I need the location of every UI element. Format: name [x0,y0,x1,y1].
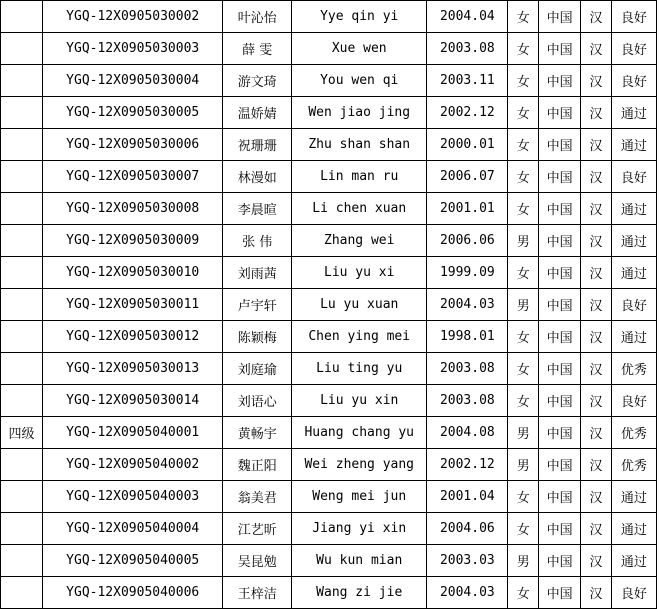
birth-date-cell: 2004.08 [427,417,508,449]
gender-cell: 女 [508,161,539,193]
level-cell [1,1,43,33]
level-cell [1,129,43,161]
pinyin-name-cell: You wen qi [292,65,427,97]
grade-result-cell: 通过 [611,321,656,353]
birth-date-cell: 2002.12 [427,97,508,129]
ethnicity-cell: 汉 [581,193,612,225]
student-id-cell: YGQ-12X0905030009 [43,225,223,257]
ethnicity-cell: 汉 [581,1,612,33]
pinyin-name-cell: Zhu shan shan [292,129,427,161]
table-row [1,1,657,33]
ethnicity-cell: 汉 [581,449,612,481]
pinyin-name-cell: Chen ying mei [292,321,427,353]
ethnicity-cell: 汉 [581,33,612,65]
pinyin-name-cell: Li chen xuan [292,193,427,225]
grade-result-cell: 通过 [611,513,656,545]
student-id-cell: YGQ-12X0905030004 [43,65,223,97]
pinyin-name-cell: Xue wen [292,33,427,65]
birth-date-cell: 2004.04 [427,1,508,33]
student-name-cell: 祝珊珊 [223,129,292,161]
table-row [1,193,657,225]
nationality-cell: 中国 [539,449,581,481]
student-name-cell: 卢宇轩 [223,289,292,321]
level-cell [1,513,43,545]
grade-result-cell: 良好 [611,385,656,417]
ethnicity-cell: 汉 [581,97,612,129]
level-cell [1,97,43,129]
student-id-cell: YGQ-12X0905030006 [43,129,223,161]
pinyin-name-cell: Jiang yi xin [292,513,427,545]
student-id-cell: YGQ-12X0905030008 [43,193,223,225]
nationality-cell: 中国 [539,225,581,257]
student-id-cell: YGQ-12X0905030014 [43,385,223,417]
student-id-cell: YGQ-12X0905040004 [43,513,223,545]
nationality-cell: 中国 [539,33,581,65]
student-id-cell: YGQ-12X0905030011 [43,289,223,321]
nationality-cell: 中国 [539,161,581,193]
student-name-cell: 翁美君 [223,481,292,513]
pinyin-name-cell: Wen jiao jing [292,97,427,129]
table-row [1,449,657,481]
grade-result-cell: 优秀 [611,353,656,385]
ethnicity-cell: 汉 [581,321,612,353]
ethnicity-cell: 汉 [581,513,612,545]
table-row [1,97,657,129]
birth-date-cell: 1998.01 [427,321,508,353]
table-row [1,33,657,65]
pinyin-name-cell: Weng mei jun [292,481,427,513]
student-id-cell: YGQ-12X0905040001 [43,417,223,449]
nationality-cell: 中国 [539,129,581,161]
student-id-cell: YGQ-12X0905030013 [43,353,223,385]
birth-date-cell: 2006.06 [427,225,508,257]
student-name-cell: 王梓洁 [223,577,292,609]
student-name-cell: 江艺昕 [223,513,292,545]
ethnicity-cell: 汉 [581,545,612,577]
pinyin-name-cell: Zhang wei [292,225,427,257]
gender-cell: 男 [508,545,539,577]
level-cell [1,577,43,609]
pinyin-name-cell: Wu kun mian [292,545,427,577]
pinyin-name-cell: Wei zheng yang [292,449,427,481]
student-name-cell: 吴昆勉 [223,545,292,577]
birth-date-cell: 2004.06 [427,513,508,545]
gender-cell: 女 [508,481,539,513]
birth-date-cell: 2006.07 [427,161,508,193]
table-row [1,65,657,97]
grade-result-cell: 良好 [611,289,656,321]
nationality-cell: 中国 [539,545,581,577]
gender-cell: 女 [508,33,539,65]
gender-cell: 女 [508,193,539,225]
grade-result-cell: 优秀 [611,449,656,481]
grade-result-cell: 良好 [611,1,656,33]
table-row [1,385,657,417]
nationality-cell: 中国 [539,193,581,225]
grade-result-cell: 通过 [611,545,656,577]
birth-date-cell: 2003.08 [427,385,508,417]
grade-result-cell: 通过 [611,97,656,129]
level-cell [1,321,43,353]
level-cell [1,481,43,513]
student-name-cell: 叶沁怡 [223,1,292,33]
pinyin-name-cell: Liu ting yu [292,353,427,385]
ethnicity-cell: 汉 [581,417,612,449]
table-row [1,161,657,193]
ethnicity-cell: 汉 [581,481,612,513]
gender-cell: 女 [508,321,539,353]
student-id-cell: YGQ-12X0905040003 [43,481,223,513]
student-name-cell: 林漫如 [223,161,292,193]
pinyin-name-cell: Liu yu xin [292,385,427,417]
ethnicity-cell: 汉 [581,129,612,161]
gender-cell: 女 [508,129,539,161]
ethnicity-cell: 汉 [581,289,612,321]
student-id-cell: YGQ-12X0905030005 [43,97,223,129]
grade-result-cell: 通过 [611,225,656,257]
table-row [1,545,657,577]
grade-result-cell: 通过 [611,193,656,225]
student-name-cell: 李晨暄 [223,193,292,225]
birth-date-cell: 2003.11 [427,65,508,97]
table-row [1,353,657,385]
grade-result-cell: 良好 [611,65,656,97]
birth-date-cell: 2004.03 [427,289,508,321]
nationality-cell: 中国 [539,1,581,33]
student-id-cell: YGQ-12X0905030012 [43,321,223,353]
birth-date-cell: 2004.03 [427,577,508,609]
grade-result-cell: 通过 [611,129,656,161]
student-id-cell: YGQ-12X0905040005 [43,545,223,577]
table-row [1,257,657,289]
birth-date-cell: 2003.08 [427,33,508,65]
level-cell [1,353,43,385]
nationality-cell: 中国 [539,385,581,417]
student-id-cell: YGQ-12X0905030003 [43,33,223,65]
student-name-cell: 温娇婧 [223,97,292,129]
table-row [1,321,657,353]
pinyin-name-cell: Lin man ru [292,161,427,193]
student-name-cell: 薛 雯 [223,33,292,65]
birth-date-cell: 2000.01 [427,129,508,161]
level-cell [1,161,43,193]
table-row [1,417,657,449]
pinyin-name-cell: Yye qin yi [292,1,427,33]
level-cell [1,289,43,321]
grade-result-cell: 良好 [611,161,656,193]
table-row [1,513,657,545]
level-cell [1,257,43,289]
grade-result-cell: 良好 [611,577,656,609]
student-name-cell: 陈颖梅 [223,321,292,353]
gender-cell: 女 [508,513,539,545]
table-row [1,129,657,161]
student-name-cell: 刘雨茜 [223,257,292,289]
birth-date-cell: 2003.03 [427,545,508,577]
birth-date-cell: 2001.04 [427,481,508,513]
nationality-cell: 中国 [539,481,581,513]
grade-result-cell: 通过 [611,257,656,289]
nationality-cell: 中国 [539,289,581,321]
grade-result-cell: 良好 [611,33,656,65]
gender-cell: 男 [508,417,539,449]
nationality-cell: 中国 [539,257,581,289]
gender-cell: 女 [508,385,539,417]
level-cell [1,385,43,417]
nationality-cell: 中国 [539,97,581,129]
level-cell [1,193,43,225]
gender-cell: 女 [508,257,539,289]
nationality-cell: 中国 [539,65,581,97]
ethnicity-cell: 汉 [581,385,612,417]
level-cell [1,449,43,481]
birth-date-cell: 1999.09 [427,257,508,289]
level-cell: 四级 [1,417,43,449]
pinyin-name-cell: Liu yu xi [292,257,427,289]
student-name-cell: 魏正阳 [223,449,292,481]
birth-date-cell: 2002.12 [427,449,508,481]
level-cell [1,65,43,97]
ethnicity-cell: 汉 [581,353,612,385]
level-cell [1,225,43,257]
table-row [1,225,657,257]
pinyin-name-cell: Lu yu xuan [292,289,427,321]
ethnicity-cell: 汉 [581,161,612,193]
ethnicity-cell: 汉 [581,257,612,289]
student-id-cell: YGQ-12X0905040006 [43,577,223,609]
birth-date-cell: 2003.08 [427,353,508,385]
pinyin-name-cell: Wang zi jie [292,577,427,609]
grade-result-cell: 通过 [611,481,656,513]
student-name-cell: 张 伟 [223,225,292,257]
gender-cell: 女 [508,353,539,385]
grade-result-cell: 优秀 [611,417,656,449]
table-row [1,481,657,513]
table-row [1,577,657,609]
student-id-cell: YGQ-12X0905040002 [43,449,223,481]
student-name-cell: 刘庭瑜 [223,353,292,385]
birth-date-cell: 2001.01 [427,193,508,225]
nationality-cell: 中国 [539,577,581,609]
student-id-cell: YGQ-12X0905030007 [43,161,223,193]
roster-body [1,1,657,609]
gender-cell: 女 [508,97,539,129]
gender-cell: 男 [508,225,539,257]
gender-cell: 男 [508,289,539,321]
ethnicity-cell: 汉 [581,577,612,609]
nationality-cell: 中国 [539,353,581,385]
student-name-cell: 黄畅宇 [223,417,292,449]
gender-cell: 女 [508,577,539,609]
pinyin-name-cell: Huang chang yu [292,417,427,449]
student-id-cell: YGQ-12X0905030002 [43,1,223,33]
gender-cell: 女 [508,65,539,97]
level-cell [1,545,43,577]
student-name-cell: 刘语心 [223,385,292,417]
nationality-cell: 中国 [539,417,581,449]
student-id-cell: YGQ-12X0905030010 [43,257,223,289]
nationality-cell: 中国 [539,321,581,353]
level-cell [1,33,43,65]
student-name-cell: 游文琦 [223,65,292,97]
nationality-cell: 中国 [539,513,581,545]
gender-cell: 女 [508,1,539,33]
table-row [1,289,657,321]
ethnicity-cell: 汉 [581,65,612,97]
ethnicity-cell: 汉 [581,225,612,257]
gender-cell: 男 [508,449,539,481]
